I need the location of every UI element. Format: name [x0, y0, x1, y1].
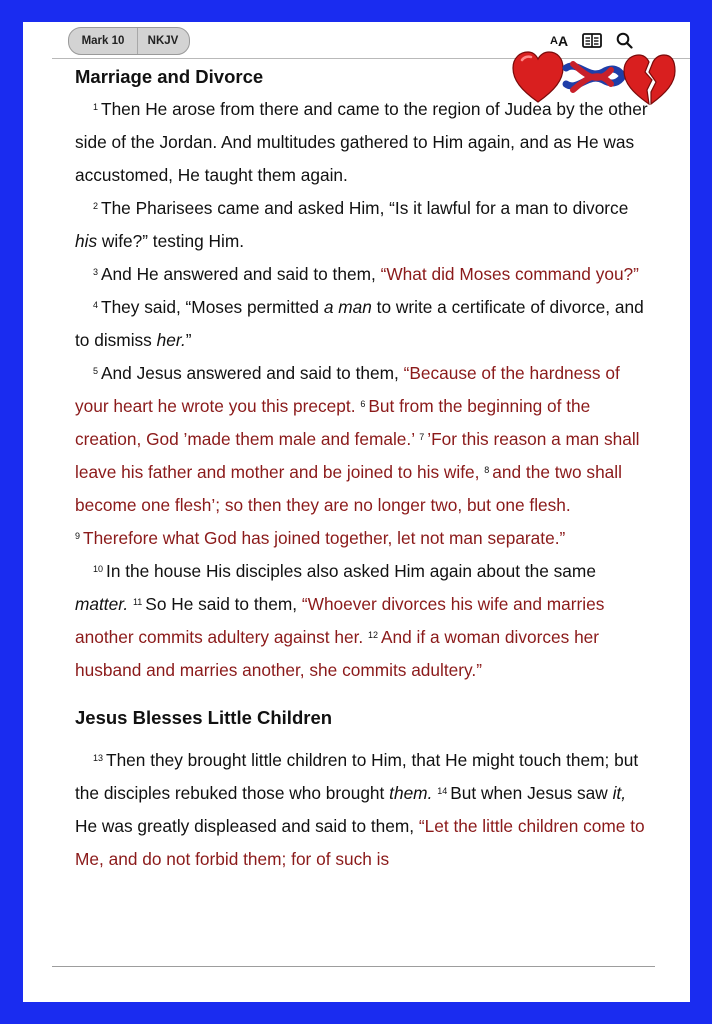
verse-text: They said, “Moses permitted — [101, 297, 324, 317]
verse-text: his — [75, 231, 98, 251]
verse-number: 3 — [93, 267, 99, 277]
verse-number: 9 — [75, 531, 81, 541]
paragraph — [75, 357, 650, 555]
verse-number: 12 — [367, 630, 378, 640]
verse-number: 14 — [437, 786, 448, 796]
words-of-christ: But from the beginning of the creation, God ’made them male and female.’ — [75, 396, 591, 449]
verse[interactable] — [75, 198, 628, 251]
words-of-christ: “What did Moses command you?” — [380, 264, 639, 284]
verse-text: But when Jesus saw — [450, 783, 613, 803]
words-of-christ: Therefore what God has joined together, let not man separate.” — [83, 528, 566, 548]
verse-text: matter. — [75, 594, 129, 614]
verse-text: ” — [185, 330, 192, 350]
paragraph — [75, 555, 650, 687]
paragraph — [75, 258, 650, 291]
words-of-christ: “Let the little children come to Me, and do not forbid them; for of such is — [75, 816, 645, 869]
verse-text: And He answered and said to them, — [101, 264, 381, 284]
search-icon[interactable] — [616, 32, 633, 49]
verse-number: 2 — [93, 201, 99, 211]
verse[interactable] — [75, 99, 648, 185]
verse-number: 11 — [132, 597, 143, 607]
book-chapter-button[interactable]: Mark 10 — [69, 28, 138, 54]
verse-text: In the house His disciples also asked Him again about the same — [106, 561, 596, 581]
words-of-christ: ’For this reason a man shall leave his father and mother and be joined to his wife, — [75, 429, 640, 482]
bottom-divider — [52, 966, 655, 967]
verse-text: wife?” testing Him. — [97, 231, 245, 251]
verse[interactable] — [93, 264, 639, 284]
verse-text: her. — [156, 330, 186, 350]
verse-text: He was greatly displeased and said to them, — [75, 816, 419, 836]
verse-number: 5 — [93, 366, 99, 376]
section-heading: Marriage and Divorce — [75, 66, 264, 87]
paragraph — [75, 291, 650, 357]
version-button[interactable]: NKJV — [147, 35, 179, 47]
reader-page — [23, 22, 690, 1002]
words-of-christ: “Because of the hardness of your heart he wrote you this precept. — [75, 363, 620, 416]
verse-number: 7 — [419, 432, 425, 442]
verse-text: The Pharisees came and asked Him, “Is it lawful for a man to divorce — [101, 198, 629, 218]
verse-text: And Jesus answered and said to them, — [101, 363, 404, 383]
verse[interactable] — [75, 297, 644, 350]
verse-number: 1 — [93, 102, 99, 112]
verse-text: So He said to them, — [145, 594, 302, 614]
text-size-large-label: A — [557, 32, 569, 49]
verse-number: 6 — [360, 399, 366, 409]
verse-text: a man — [323, 297, 372, 317]
paragraph — [75, 93, 650, 192]
verse[interactable] — [75, 528, 565, 548]
text-size-icon[interactable] — [550, 33, 568, 49]
verse-text: Then they brought little children to Him, that He might touch them; but the disciples rebuked those who brought — [75, 750, 639, 803]
chapter-text — [75, 60, 650, 876]
book-reader-icon[interactable] — [582, 33, 602, 48]
section-heading: Jesus Blesses Little Children — [75, 707, 333, 728]
verse-number: 13 — [93, 753, 104, 763]
verse-number: 4 — [93, 300, 99, 310]
words-of-christ: and the two shall become one flesh’; so then they are no longer two, but one flesh. — [75, 462, 622, 515]
verse-number: 10 — [93, 564, 104, 574]
words-of-christ: “Whoever divorces his wife and marries another commits adultery against her. — [75, 594, 605, 647]
paragraph — [75, 192, 650, 258]
toolbar-actions — [550, 32, 647, 49]
text-size-small-label: A — [550, 34, 558, 47]
verse-text: it, — [612, 783, 627, 803]
verse-text: Then He arose from there and came to the region of Judea by the other side of the Jordan. And multitudes gathered to Him again, and as He was accustomed, He taught them again. — [75, 99, 648, 185]
passage-selector[interactable] — [68, 27, 190, 55]
verse-text: them. — [389, 783, 433, 803]
paragraph — [75, 744, 650, 876]
words-of-christ: And if a woman divorces her husband and marries another, she commits adultery.” — [75, 627, 600, 680]
verse-number: 8 — [484, 465, 490, 475]
verse-text: to write a certificate of divorce, and to dismiss — [75, 297, 644, 350]
